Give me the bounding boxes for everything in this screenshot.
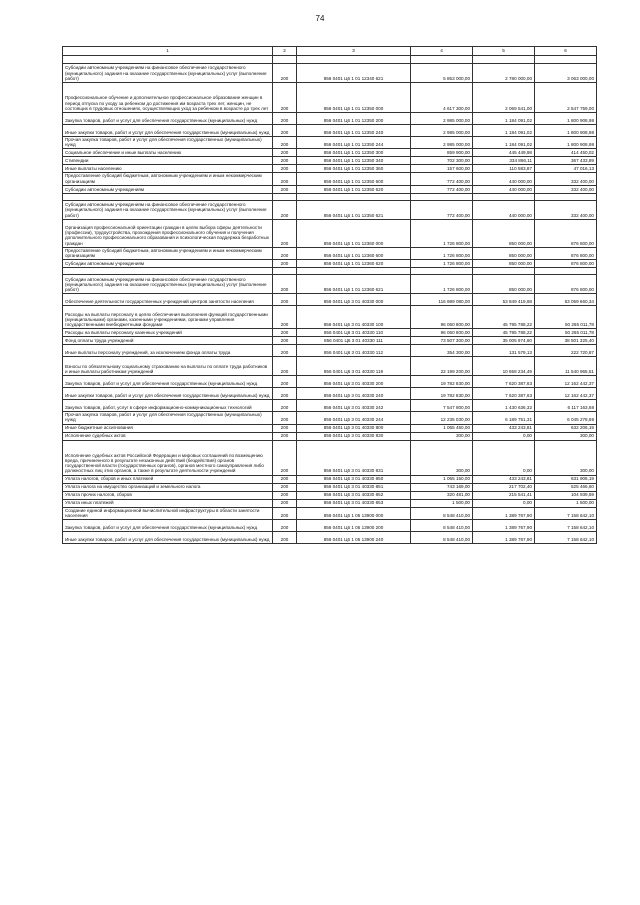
row-code-cell: 200 (273, 412, 297, 424)
table-row (63, 56, 597, 64)
row-kbk-cell: 856 0401 Ц6 3 01 40330 831 (297, 440, 411, 475)
row-value-col5: 45 795 788,22 (473, 329, 535, 337)
col-header-5: 5 (473, 47, 535, 56)
row-value-col5: 10 658 234,49 (473, 357, 535, 376)
row-value-col6: 876 800,00 (535, 260, 597, 268)
row-name-cell: Субсидии автономным учреждениям (63, 185, 273, 193)
table-row (63, 424, 597, 432)
row-name-cell: Профессиональное обучение и дополнительное профессиональное образование женщин в период отпуска по уходу за ребенком до достижения им возраста трех лет, женщин, не состоящих в трудовых отношениях, осуществляющих уход за ребенком в возрасте до трех лет (63, 83, 273, 113)
row-code-cell: 200 (273, 157, 297, 165)
row-name-cell: Иные закупки товаров, работ и услуг для обеспечения государственных (муниципальных) нужд (63, 532, 273, 544)
row-name-cell: Субсидии автономным учреждениям на финансовое обеспечение государственного (муниципального) задания на оказание государственных (муниципальных) услуг (выполнение работ) (63, 64, 273, 83)
row-kbk-cell: 856 0401 Ц6 1 01 12360 621 (297, 275, 411, 294)
table-row (63, 200, 597, 219)
row-kbk-cell: 856 0401 Ц6 3 01 40330 853 (297, 499, 411, 507)
row-kbk-cell: 856 0401 Ц6 1 01 12340 621 (297, 64, 411, 83)
row-value-col6 (535, 268, 597, 275)
table-row (63, 532, 597, 544)
row-value-col5: 850 000,00 (473, 219, 535, 247)
row-value-col4: 702 300,00 (411, 157, 473, 165)
row-value-col6: 414 450,02 (535, 149, 597, 157)
row-value-col5: 440 000,00 (473, 200, 535, 219)
row-name-cell: Субсидии автономным учреждениям на финансовое обеспечение государственного (муниципального) задания на оказание государственных (муниципальных) услуг (выполнение работ) (63, 275, 273, 294)
row-code-cell: 200 (273, 440, 297, 475)
row-value-col4: 2 985 000,00 (411, 125, 473, 137)
row-value-col5: 0,00 (473, 432, 535, 440)
row-value-col6: 332 400,00 (535, 185, 597, 193)
table-row (63, 376, 597, 388)
row-value-col5: 1 389 767,90 (473, 532, 535, 544)
row-name-cell: Прочая закупка товаров, работ и услуг для обеспечения государственных (муниципальных) нужд (63, 412, 273, 424)
row-value-col6: 222 720,87 (535, 345, 597, 357)
row-value-col5: 2 069 541,00 (473, 83, 535, 113)
row-kbk-cell (297, 193, 411, 200)
row-kbk-cell: 856 0401 Ц6 1 01 12350 600 (297, 173, 411, 185)
row-name-cell: Иные бюджетные ассигнования (63, 424, 273, 432)
row-code-cell: 200 (273, 185, 297, 193)
row-kbk-cell: 856 0401 Ц6 1 01 12360 600 (297, 247, 411, 259)
row-value-col6: 367 433,89 (535, 157, 597, 165)
row-value-col6: 332 400,00 (535, 173, 597, 185)
row-value-col4: 8 548 410,00 (411, 520, 473, 532)
col-header-6: 6 (535, 47, 597, 56)
table-row (63, 400, 597, 412)
row-value-col5: 6 189 751,31 (473, 412, 535, 424)
row-name-cell: Уплата прочих налогов, сборов (63, 491, 273, 499)
table-row (63, 64, 597, 83)
row-kbk-cell: 856 0401 Ц6 1 01 12350 360 (297, 165, 411, 173)
row-value-col6: 104 939,59 (535, 491, 597, 499)
row-value-col4: 2 985 000,00 (411, 113, 473, 125)
table-row (63, 157, 597, 165)
row-value-col4: 19 782 830,00 (411, 376, 473, 388)
table-row (63, 294, 597, 306)
row-value-col6: 6 117 163,68 (535, 400, 597, 412)
col-header-1: 1 (63, 47, 273, 56)
row-value-col4: 772 400,00 (411, 185, 473, 193)
row-value-col6: 63 059 660,34 (535, 294, 597, 306)
row-name-cell: Иные закупки товаров, работ и услуг для обеспечения государственных (муниципальных) нужд (63, 125, 273, 137)
row-value-col5: 215 541,41 (473, 491, 535, 499)
row-kbk-cell: 856 0401 Ц6 3 01 40330 242 (297, 400, 411, 412)
row-code-cell (273, 268, 297, 275)
table-row (63, 275, 597, 294)
col-header-4: 4 (411, 47, 473, 56)
row-value-col5: 1 389 767,90 (473, 507, 535, 519)
row-value-col6: 7 158 642,10 (535, 532, 597, 544)
row-value-col5: 850 000,00 (473, 260, 535, 268)
row-kbk-cell: 856 0401 Ц6 1 01 12350 621 (297, 200, 411, 219)
row-kbk-cell: 856 0401 Ц6 3 01 40330 851 (297, 483, 411, 491)
row-kbk-cell: 856 0401 Ц6 1 01 12350 244 (297, 137, 411, 149)
row-value-col6: 50 265 011,78 (535, 329, 597, 337)
row-value-col5: 433 243,81 (473, 475, 535, 483)
table-row (63, 520, 597, 532)
row-value-col6: 11 540 965,51 (535, 357, 597, 376)
table-row (63, 388, 597, 400)
row-code-cell: 200 (273, 275, 297, 294)
row-kbk-cell: 856 0401 Ц6 1 05 13900 200 (297, 520, 411, 532)
row-name-cell: Обеспечение деятельности государственных учреждений центров занятости населения (63, 294, 273, 306)
table-row (63, 491, 597, 499)
row-code-cell (273, 193, 297, 200)
row-name-cell: Субсидии автономным учреждениям (63, 260, 273, 268)
table-row (63, 193, 597, 200)
row-value-col6: 876 800,00 (535, 219, 597, 247)
row-value-col4 (411, 193, 473, 200)
table-row (63, 306, 597, 329)
row-value-col6: 1 500,00 (535, 499, 597, 507)
row-value-col5: 1 389 767,90 (473, 520, 535, 532)
row-code-cell: 200 (273, 357, 297, 376)
row-name-cell: Субсидии автономным учреждениям на финансовое обеспечение государственного (муниципального) задания на оказание государственных (муниципальных) услуг (выполнение работ) (63, 200, 273, 219)
table-row (63, 440, 597, 475)
row-value-col6: 1 800 908,98 (535, 137, 597, 149)
row-value-col4: 743 169,00 (411, 483, 473, 491)
table-row (63, 357, 597, 376)
row-name-cell (63, 268, 273, 275)
row-value-col6: 6 045 278,69 (535, 412, 597, 424)
row-name-cell: Закупка товаров, работ и услуг для обеспечения государственных (муниципальных) нужд (63, 520, 273, 532)
budget-table (62, 46, 597, 544)
row-name-cell: Уплата налогов, сборов и иных платежей (63, 475, 273, 483)
row-value-col4: 772 400,00 (411, 200, 473, 219)
row-code-cell: 200 (273, 165, 297, 173)
row-name-cell: Предоставление субсидий бюджетным, автономным учреждениям и иным некоммерческим организациям (63, 173, 273, 185)
row-code-cell: 200 (273, 507, 297, 519)
row-value-col5: 1 430 636,32 (473, 400, 535, 412)
row-kbk-cell: 856 0401 Ц6 3 01 40330 244 (297, 412, 411, 424)
table-row (63, 268, 597, 275)
table-row (63, 165, 597, 173)
row-value-col4: 4 617 300,00 (411, 83, 473, 113)
row-value-col5: 1 184 091,02 (473, 125, 535, 137)
table-row (63, 125, 597, 137)
row-name-cell: Социальное обеспечение и иные выплаты населению (63, 149, 273, 157)
col-header-2: 2 (273, 47, 297, 56)
row-value-col5: 334 866,11 (473, 157, 535, 165)
row-value-col6: 3 063 000,00 (535, 64, 597, 83)
row-value-col6 (535, 193, 597, 200)
row-value-col5: 217 702,40 (473, 483, 535, 491)
row-value-col5: 445 449,98 (473, 149, 535, 157)
row-value-col6: 300,00 (535, 440, 597, 475)
row-value-col5: 35 005 974,60 (473, 337, 535, 345)
row-kbk-cell: 856 0401 Ц6 3 01 40330 100 (297, 306, 411, 329)
row-value-col4: 157 600,00 (411, 165, 473, 173)
row-kbk-cell: 856 0401 Ц6 1 01 12360 620 (297, 260, 411, 268)
header-row (63, 47, 597, 56)
row-name-cell: Создание единой информационной вычислительной инфраструктуры в области занятости населения (63, 507, 273, 519)
row-value-col6: 876 800,00 (535, 247, 597, 259)
row-name-cell: Организация профессиональной ориентации граждан в целях выбора сферы деятельности (профессии), трудоустройства, прохождения профессионального обучения и получения дополнительного профессионального образования и психологическая поддержка безработных граждан (63, 219, 273, 247)
row-name-cell: Уплата иных платежей (63, 499, 273, 507)
row-value-col5: 0,00 (473, 440, 535, 475)
table-header (63, 47, 597, 56)
row-kbk-cell: 856 0401 Ц6 1 01 12350 200 (297, 113, 411, 125)
row-kbk-cell: 856 0401 Ц6 1 01 12350 240 (297, 125, 411, 137)
row-value-col4 (411, 268, 473, 275)
table-row (63, 475, 597, 483)
row-value-col4: 300,00 (411, 432, 473, 440)
row-code-cell: 200 (273, 376, 297, 388)
row-value-col5 (473, 268, 535, 275)
row-kbk-cell: 856 0401 Ц6 3 01 40330 800 (297, 424, 411, 432)
row-kbk-cell: 856 0401 Ц6 3 01 40330 240 (297, 388, 411, 400)
row-kbk-cell: 856 0401 Ц6 3 01 40330 852 (297, 491, 411, 499)
row-value-col5: 850 000,00 (473, 247, 535, 259)
row-code-cell: 200 (273, 125, 297, 137)
row-value-col4 (411, 56, 473, 64)
row-name-cell: Иные выплаты персоналу учреждений, за исключением фонда оплаты труда (63, 345, 273, 357)
row-name-cell: Расходы на выплаты персоналу казенных учреждений (63, 329, 273, 337)
row-value-col5: 850 000,00 (473, 275, 535, 294)
row-code-cell: 200 (273, 475, 297, 483)
table-row (63, 345, 597, 357)
table-row (63, 137, 597, 149)
row-value-col4: 1 726 800,00 (411, 247, 473, 259)
row-name-cell: Уплата налога на имущество организаций и земельного налога (63, 483, 273, 491)
table-row (63, 260, 597, 268)
row-kbk-cell: 856 0401 Ц6 3 01 40330 112 (297, 345, 411, 357)
table-row (63, 247, 597, 259)
row-value-col4: 1 065 150,00 (411, 475, 473, 483)
row-code-cell (273, 56, 297, 64)
table-row (63, 83, 597, 113)
row-value-col6: 12 162 442,37 (535, 376, 597, 388)
row-value-col4: 2 985 000,00 (411, 137, 473, 149)
col-header-3: 3 (297, 47, 411, 56)
row-value-col4: 320 481,00 (411, 491, 473, 499)
table-row (63, 499, 597, 507)
table-row (63, 113, 597, 125)
row-value-col4: 19 782 830,00 (411, 388, 473, 400)
row-value-col5: 2 780 000,00 (473, 64, 535, 83)
row-code-cell: 200 (273, 345, 297, 357)
row-value-col4: 772 400,00 (411, 173, 473, 185)
row-name-cell (63, 193, 273, 200)
row-kbk-cell: 856 0401 Ц6 1 01 12350 300 (297, 149, 411, 157)
row-code-cell: 200 (273, 329, 297, 337)
row-code-cell: 200 (273, 294, 297, 306)
row-value-col4: 300,00 (411, 440, 473, 475)
row-code-cell: 200 (273, 64, 297, 83)
table-row (63, 219, 597, 247)
row-value-col6: 1 800 908,98 (535, 113, 597, 125)
table-row (63, 432, 597, 440)
row-code-cell: 200 (273, 532, 297, 544)
row-code-cell: 200 (273, 483, 297, 491)
row-value-col6: 332 400,00 (535, 200, 597, 219)
row-name-cell: Исполнение судебных актов (63, 432, 273, 440)
row-name-cell (63, 56, 273, 64)
table-body (63, 56, 597, 544)
row-name-cell: Расходы на выплаты персоналу в целях обеспечения выполнения функций государственными (муниципальными) органами, казенными учреждениями, органами управления государственными внебюджетными фондами (63, 306, 273, 329)
row-value-col4: 12 235 030,00 (411, 412, 473, 424)
row-code-cell: 200 (273, 247, 297, 259)
row-code-cell: 200 (273, 260, 297, 268)
row-value-col6: 525 466,60 (535, 483, 597, 491)
row-value-col6: 47 016,13 (535, 165, 597, 173)
table-row (63, 173, 597, 185)
row-value-col6: 7 158 642,10 (535, 520, 597, 532)
row-code-cell: 200 (273, 83, 297, 113)
row-value-col5: 7 620 387,63 (473, 376, 535, 388)
row-value-col5: 7 620 387,63 (473, 388, 535, 400)
row-value-col5: 53 849 419,68 (473, 294, 535, 306)
row-kbk-cell (297, 56, 411, 64)
table-row (63, 337, 597, 345)
row-code-cell: 200 (273, 113, 297, 125)
row-code-cell: 200 (273, 337, 297, 345)
row-kbk-cell: 856 0401 Ц6 3 01 40330 830 (297, 432, 411, 440)
row-kbk-cell (297, 268, 411, 275)
row-name-cell: Прочая закупка товаров, работ и услуг для обеспечения государственных (муниципальных) нужд (63, 137, 273, 149)
row-name-cell: Предоставление субсидий бюджетным, автономным учреждениям и иным некоммерческим организациям (63, 247, 273, 259)
row-kbk-cell: 856 0401 Ц6 3 01 40330 200 (297, 376, 411, 388)
row-value-col5 (473, 56, 535, 64)
row-code-cell: 200 (273, 424, 297, 432)
row-value-col5: 1 184 091,02 (473, 137, 535, 149)
row-name-cell: Исполнение судебных актов Российской Федерации и мировых соглашений по возмещению вреда, причиненного в результате незаконных действий (бездействия) органов государственной власти (государственных органов), органов местного самоуправления либо должностных лиц этих органов, а также в результате деятельности учреждений (63, 440, 273, 475)
row-kbk-cell: 856 0401 Ц6 3 01 40330 000 (297, 294, 411, 306)
row-kbk-cell: 856 0401 Ц6 1 01 12350 620 (297, 185, 411, 193)
row-name-cell: Фонд оплаты труда учреждений (63, 337, 273, 345)
table-row (63, 149, 597, 157)
row-kbk-cell: 856 0401 Ц6 1 01 12350 340 (297, 157, 411, 165)
row-value-col6: 876 800,00 (535, 275, 597, 294)
row-code-cell: 200 (273, 173, 297, 185)
row-value-col6: 50 265 011,78 (535, 306, 597, 329)
row-value-col4: 116 989 080,00 (411, 294, 473, 306)
row-name-cell: Закупка товаров, работ и услуг для обеспечения государственных (муниципальных) нужд (63, 376, 273, 388)
table-row (63, 329, 597, 337)
row-name-cell: Иные выплаты населению (63, 165, 273, 173)
row-kbk-cell: 856 0401 Ц6 3 01 40330 110 (297, 329, 411, 337)
row-code-cell: 200 (273, 388, 297, 400)
row-value-col4: 859 900,00 (411, 149, 473, 157)
row-code-cell: 200 (273, 137, 297, 149)
row-value-col5: 440 000,00 (473, 173, 535, 185)
table-row (63, 483, 597, 491)
table-row (63, 185, 597, 193)
row-code-cell: 200 (273, 306, 297, 329)
row-kbk-cell: 856 0401 Ц6 3 01 40330 111 (297, 337, 411, 345)
row-code-cell: 200 (273, 219, 297, 247)
row-value-col5: 433 243,81 (473, 424, 535, 432)
row-value-col6: 12 162 442,37 (535, 388, 597, 400)
row-name-cell: Взносы по обязательному социальному страхованию на выплаты по оплате труда работников и иные выплаты работникам учреждений (63, 357, 273, 376)
row-kbk-cell: 856 0401 Ц6 1 01 12360 000 (297, 219, 411, 247)
row-value-col4: 1 500,00 (411, 499, 473, 507)
row-value-col6: 1 800 908,98 (535, 125, 597, 137)
row-value-col6: 632 206,19 (535, 424, 597, 432)
row-value-col4: 8 548 410,00 (411, 532, 473, 544)
row-value-col4: 8 548 410,00 (411, 507, 473, 519)
row-name-cell: Закупка товаров, работ и услуг для обеспечения государственных (муниципальных) нужд (63, 113, 273, 125)
row-kbk-cell: 856 0401 Ц6 1 05 13900 000 (297, 507, 411, 519)
row-value-col5: 1 184 091,02 (473, 113, 535, 125)
row-value-col6: 2 547 759,00 (535, 83, 597, 113)
row-value-col6: 38 501 325,40 (535, 337, 597, 345)
table-row (63, 412, 597, 424)
row-value-col5: 45 795 788,22 (473, 306, 535, 329)
row-value-col6 (535, 56, 597, 64)
row-name-cell: Иные закупки товаров, работ и услуг для обеспечения государственных (муниципальных) нужд (63, 388, 273, 400)
page-number: 74 (315, 14, 325, 23)
row-value-col5: 131 579,13 (473, 345, 535, 357)
row-value-col5: 0,00 (473, 499, 535, 507)
row-name-cell: Стипендии (63, 157, 273, 165)
row-code-cell: 200 (273, 499, 297, 507)
row-value-col4: 73 507 300,00 (411, 337, 473, 345)
row-kbk-cell: 856 0401 Ц6 3 01 40330 850 (297, 475, 411, 483)
row-code-cell: 200 (273, 149, 297, 157)
row-kbk-cell: 856 0401 Ц6 1 05 13900 240 (297, 532, 411, 544)
row-code-cell: 200 (273, 520, 297, 532)
row-code-cell: 200 (273, 432, 297, 440)
row-value-col4: 5 853 000,00 (411, 64, 473, 83)
row-value-col4: 96 060 800,00 (411, 306, 473, 329)
row-code-cell: 200 (273, 400, 297, 412)
row-value-col6: 300,00 (535, 432, 597, 440)
row-value-col6: 631 906,19 (535, 475, 597, 483)
row-value-col4: 1 065 450,00 (411, 424, 473, 432)
row-value-col4: 1 726 800,00 (411, 275, 473, 294)
row-value-col4: 96 060 800,00 (411, 329, 473, 337)
row-kbk-cell: 856 0401 Ц6 1 01 12350 000 (297, 83, 411, 113)
row-value-col4: 1 726 800,00 (411, 219, 473, 247)
row-name-cell: Закупка товаров, работ, услуг в сфере информационно-коммуникационных технологий (63, 400, 273, 412)
row-value-col4: 22 199 200,00 (411, 357, 473, 376)
row-value-col4: 354 300,00 (411, 345, 473, 357)
row-value-col4: 1 726 800,00 (411, 260, 473, 268)
row-code-cell: 200 (273, 200, 297, 219)
table-row (63, 507, 597, 519)
row-code-cell: 200 (273, 491, 297, 499)
row-kbk-cell: 856 0401 Ц6 3 01 40330 119 (297, 357, 411, 376)
row-value-col6: 7 158 642,10 (535, 507, 597, 519)
row-value-col5: 440 000,00 (473, 185, 535, 193)
row-value-col5: 110 583,87 (473, 165, 535, 173)
row-value-col5 (473, 193, 535, 200)
row-value-col4: 7 547 800,00 (411, 400, 473, 412)
